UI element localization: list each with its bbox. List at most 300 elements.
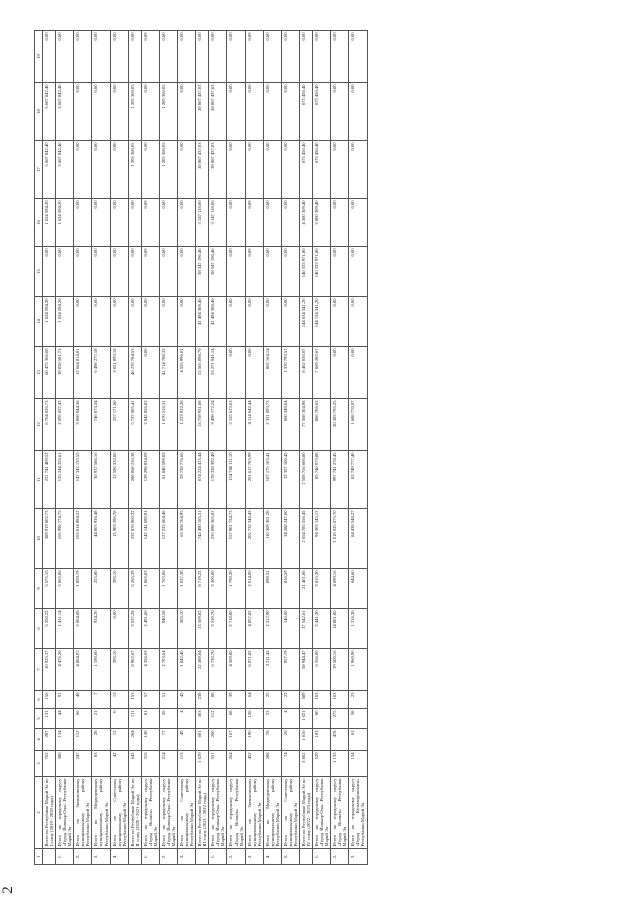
row-name: Итого по Звениговскому муниципальному району Республики Марий Эл <box>75 778 91 847</box>
row-value: 49 <box>178 729 196 751</box>
row-index <box>196 849 209 865</box>
row-index: 3. <box>178 849 196 865</box>
column-header: 15 <box>35 247 43 297</box>
row-value: 32 357 100,45 <box>281 451 299 509</box>
row-value: 1 316,30 <box>349 609 367 649</box>
row-value: 0,00 <box>56 247 74 297</box>
row-value: 63 508 704,95 <box>178 509 196 569</box>
row-value: 94 303 145,17 <box>313 509 331 569</box>
row-value: 0,00 <box>74 199 92 247</box>
row-value: 363 <box>196 709 209 729</box>
row-value: 0,00 <box>43 247 56 297</box>
table-row <box>349 31 367 865</box>
row-value: 183 <box>313 729 331 751</box>
row-value: 1 610 <box>300 729 313 751</box>
row-value: 4 509,00 <box>227 649 245 691</box>
row-value: 39 <box>227 691 245 709</box>
row-value: 0,00 <box>178 297 196 347</box>
row-name: Итого по Советскому муниципальному району Республики Марий Эл <box>111 778 127 847</box>
row-value: 12 664 814,61 <box>74 347 92 399</box>
row-name: Итого по городскому округу «Город Йошкар-Ола» Республики Марий Эл <box>160 778 177 847</box>
row-value: 0,00 <box>263 247 281 297</box>
row-value: 1 670 216,31 <box>159 399 177 451</box>
row-value: 205 732 346,43 <box>245 509 263 569</box>
row-value: 19 500,16 <box>331 649 349 691</box>
row-value: 74 <box>281 751 299 777</box>
row-value: 41 714 788,32 <box>159 347 177 399</box>
row-name: Итого по городскому округу «Город Йошкар-Ола» Республики Марий Эл <box>314 778 330 847</box>
row-name: Итого по Советскому муниципальному району Республики Марий Эл <box>179 778 195 847</box>
row-value: 674 224 415,44 <box>196 451 209 509</box>
row-value: 126 <box>245 709 263 729</box>
row-value: 214 <box>159 751 177 777</box>
row-value: 4 300 369,40 <box>300 199 313 247</box>
row-value: 2 508 756 600,80 <box>300 451 313 509</box>
table-row <box>227 31 245 865</box>
row-value: 886 786,62 <box>313 399 331 451</box>
row-value: 0,00 <box>349 247 367 297</box>
row-value: 112 <box>74 729 92 751</box>
row-value: 0 <box>110 709 128 729</box>
row-value: 142 141 690,91 <box>141 509 159 569</box>
row-value: 0,00 <box>159 297 177 347</box>
row-value: 551 <box>209 751 227 777</box>
page-number: 2 <box>0 886 16 894</box>
row-value: 0,00 <box>245 83 263 141</box>
table-row <box>331 31 349 865</box>
row-value: 8 462 050,67 <box>300 347 313 399</box>
row-index: 2. <box>74 849 92 865</box>
row-value: 8 719,22 <box>196 569 209 609</box>
row-value: 103 <box>331 691 349 709</box>
row-name: Всего по Республике Марий Эл по I этапу (2019 - 2020 годы) <box>44 778 55 847</box>
row-value: 3 147 118,00 <box>196 199 209 247</box>
row-value: 762 <box>43 751 56 777</box>
row-value: 0,00 <box>281 247 299 297</box>
row-value: 0,00 <box>178 141 196 199</box>
row-value: 38 347 190,46 <box>209 247 227 297</box>
row-value: 4 114 642,44 <box>245 399 263 451</box>
row-value: 28 867 437,03 <box>196 141 209 199</box>
row-value: 64 <box>245 691 263 709</box>
column-header: 16 <box>35 199 43 247</box>
row-value: 38 <box>349 709 367 729</box>
row-value: 3 065,06 <box>56 569 74 609</box>
row-name: Итого по городскому округу «Город Козьмодемьянск» Республики Марий Эл <box>350 778 366 847</box>
row-value: 957,19 <box>281 649 299 691</box>
column-header: 6 <box>35 691 43 709</box>
row-value: 6 498 277,18 <box>92 347 110 399</box>
row-index: 5. <box>281 849 299 865</box>
row-value: 0,00 <box>74 83 92 141</box>
column-header: 3 <box>35 751 43 777</box>
row-value: 113 <box>178 751 196 777</box>
row-value: 1 205 360,05 <box>159 83 177 141</box>
row-value: 2 695 837,43 <box>56 399 74 451</box>
row-value: 1 763,06 <box>159 569 177 609</box>
row-value: 28 867 437,03 <box>196 83 209 141</box>
row-value: 0,00 <box>128 297 141 347</box>
row-value: 1 790,20 <box>227 569 245 609</box>
row-value: 0,00 <box>245 141 263 199</box>
row-value: 0,00 <box>245 347 263 399</box>
row-value: 0,00 <box>159 31 177 83</box>
row-value: 529 <box>313 751 331 777</box>
row-value: 85 746 075,88 <box>313 451 331 509</box>
row-value: 389 919 002,73 <box>43 509 56 569</box>
row-value: 12 596 332,00 <box>110 451 128 509</box>
table-total-row <box>43 31 56 865</box>
row-value: 36 937 586,16 <box>92 451 110 509</box>
row-value: 80 <box>313 709 331 729</box>
row-value: 2 491,60 <box>141 609 159 649</box>
row-value: 82 749 777,40 <box>349 451 367 509</box>
table-row <box>313 31 331 865</box>
row-value: 1 859,19 <box>74 569 92 609</box>
row-value: 44 <box>56 709 74 729</box>
row-value: 0,00 <box>281 83 299 141</box>
row-value: 2 842 856,82 <box>141 399 159 451</box>
column-header: 11 <box>35 451 43 509</box>
row-index: 1. <box>56 849 74 865</box>
row-value: 4 699,16 <box>331 569 349 609</box>
row-value: 3 200,00 <box>209 569 227 609</box>
row-value: 4 <box>178 709 196 729</box>
row-index: 4. <box>110 849 128 865</box>
row-value: 0,00 <box>92 83 110 141</box>
row-value: 0,00 <box>227 199 245 247</box>
row-value: 21 401,86 <box>300 569 313 609</box>
row-value: 61 <box>349 729 367 751</box>
row-value: 288 <box>263 751 281 777</box>
row-value: 22 289,04 <box>196 649 209 691</box>
row-value: 37 542,61 <box>300 609 313 649</box>
row-name: Всего по Республике Марий Эл по III этапу (2021 - 2022 годы) <box>197 778 208 847</box>
row-value: 0,00 <box>92 199 110 247</box>
column-header: 7 <box>35 649 43 691</box>
row-value: 4 356,63 <box>141 649 159 691</box>
row-value: 3 147 118,00 <box>209 199 227 247</box>
row-value: 673 450,40 <box>313 83 331 141</box>
row-value: 247 <box>74 751 92 777</box>
row-value: 78 <box>263 729 281 751</box>
row-value: 0,00 <box>178 83 196 141</box>
row-name: Итого по Советскому муниципальному району Республики Марий Эл <box>282 778 298 847</box>
row-value: 1 624 594,20 <box>43 199 56 247</box>
row-value: 0,00 <box>281 141 299 199</box>
row-value: 898,52 <box>263 569 281 609</box>
row-value: 1 865,03 <box>141 569 159 609</box>
row-value: 5 350,22 <box>43 609 56 649</box>
row-value: 0,00 <box>92 31 110 83</box>
row-value: 134 <box>349 751 367 777</box>
row-value: 287 <box>43 729 56 751</box>
table-row <box>141 31 159 865</box>
row-name: Итого по Медведевскому муниципальному району Республики Марий Эл <box>93 778 109 847</box>
row-value: 13 759 931,08 <box>196 399 209 451</box>
row-index <box>43 849 56 865</box>
row-value: 644,60 <box>349 569 367 609</box>
table-row <box>56 31 74 865</box>
row-value: 3 498 172,24 <box>209 399 227 451</box>
row-value: 4 555 996,01 <box>178 347 196 399</box>
row-value: 190 <box>245 729 263 751</box>
row-value: 0,00 <box>349 83 367 141</box>
table-total-row <box>128 31 141 865</box>
row-value: 0,00 <box>159 199 177 247</box>
row-value: 0,00 <box>110 297 128 347</box>
row-value: 5 265,39 <box>128 569 141 609</box>
row-value: 3 530,70 <box>209 609 227 649</box>
row-value: 1 205 360,05 <box>128 83 141 141</box>
row-value: 1 205 360,05 <box>159 141 177 199</box>
row-value: 3 211,42 <box>263 649 281 691</box>
row-value: 139 298 834,09 <box>141 451 159 509</box>
row-value: 816,59 <box>281 569 299 609</box>
column-header: 14 <box>35 297 43 347</box>
row-name: Всего по Республике Марий Эл по II этапу (2020 - 2021 годы) <box>129 778 140 847</box>
row-value: 53 <box>263 709 281 729</box>
row-value: 5 667 842,40 <box>56 141 74 199</box>
row-value: 589 <box>300 691 313 709</box>
row-value: 643 <box>128 751 141 777</box>
row-value: 0,00 <box>128 199 141 247</box>
row-value: 0,00 <box>227 247 245 297</box>
row-value: 4 864,07 <box>74 649 92 691</box>
row-value: 6 730,70 <box>209 649 227 691</box>
row-value: 0,00 <box>56 31 74 83</box>
row-value: 7 669 282,67 <box>313 347 331 399</box>
row-value: 51 <box>159 691 177 709</box>
row-name: Итого по Звениговскому муниципальному району Республики Марий Эл <box>246 778 262 847</box>
row-name: Итого по городскому округу «Город Йошкар-Ола» Республики Марий Эл <box>210 778 226 847</box>
row-value: 0,00 <box>159 247 177 297</box>
row-value: 264 <box>128 729 141 751</box>
row-value: 255,80 <box>92 569 110 609</box>
row-value: 0,00 <box>74 297 92 347</box>
row-value: 154 746 111,10 <box>227 451 245 509</box>
row-value: 0,00 <box>300 31 313 83</box>
column-header: 4 <box>35 729 43 751</box>
row-value: 934,20 <box>92 609 110 649</box>
row-value: 275 <box>331 709 349 729</box>
column-header: 9 <box>35 569 43 609</box>
row-index: 3. <box>245 849 263 865</box>
row-value: 112 <box>209 709 227 729</box>
row-value: 3 815,30 <box>313 569 331 609</box>
row-value: 746 073,34 <box>92 399 110 451</box>
column-header: 5 <box>35 709 43 729</box>
row-value: 673 450,40 <box>300 83 313 141</box>
row-value: 1 842,40 <box>178 649 196 691</box>
row-value: 131 <box>43 709 56 729</box>
row-value: 0,00 <box>313 31 331 83</box>
row-value: 0,00 <box>263 199 281 247</box>
row-value: 25 <box>263 691 281 709</box>
row-value: 20 283 795,25 <box>331 399 349 451</box>
row-value: 0,00 <box>141 347 159 399</box>
row-value: 0,00 <box>141 31 159 83</box>
row-value: 0,00 <box>349 297 367 347</box>
row-value: 41 494 308,46 <box>209 297 227 347</box>
row-value: 127 225 604,46 <box>159 509 177 569</box>
row-value: 22 <box>281 691 299 709</box>
row-value: 44 003 936,48 <box>92 509 110 569</box>
row-value: 601 <box>196 729 209 751</box>
row-value: 0,00 <box>349 31 367 83</box>
row-value: 0,00 <box>141 247 159 297</box>
row-value: 0,00 <box>245 247 263 297</box>
table-row <box>245 31 263 865</box>
table-row <box>263 31 281 865</box>
column-header: 18 <box>35 83 43 141</box>
row-value: 0,00 <box>92 297 110 347</box>
row-value: 0,00 <box>331 347 349 399</box>
row-value: 2 654 785 556,45 <box>300 509 313 569</box>
row-value: 1 370 793,51 <box>281 347 299 399</box>
row-value: 395,10 <box>110 649 128 691</box>
row-value: 34 288 247,00 <box>281 509 299 569</box>
row-value: 26 <box>159 709 177 729</box>
row-value: 1 637,30 <box>178 569 196 609</box>
row-value: 0,00 <box>110 141 128 199</box>
table-row <box>209 31 227 865</box>
row-value: 1 624 594,20 <box>56 199 74 247</box>
row-value: 110 369 361,28 <box>263 509 281 569</box>
row-name: Всего по Республике Марий Эл по IV этапу (2022 - 2023 годы) <box>301 778 312 847</box>
row-value: 134 <box>56 729 74 751</box>
table-total-row <box>300 31 313 865</box>
row-value: 0,00 <box>178 199 196 247</box>
row-value: 6 871,82 <box>245 649 263 691</box>
row-value: 0,00 <box>281 297 299 347</box>
row-value: 91 <box>56 691 74 709</box>
row-value: 452 <box>245 751 263 777</box>
row-value: 38 347 190,46 <box>196 247 209 297</box>
row-index: 1. <box>209 849 227 865</box>
row-value: 88 <box>209 691 227 709</box>
row-value: 125 244 355,61 <box>56 451 74 509</box>
row-value: 107 175 103,41 <box>263 451 281 509</box>
row-value: 41 494 308,46 <box>196 297 209 347</box>
row-name: Итого по Медведевскому муниципальному району Республики Марий Эл <box>264 778 280 847</box>
row-value: 3 862 <box>300 751 313 777</box>
row-value: 140 333 971,80 <box>300 247 313 297</box>
row-value: 0,00 <box>263 83 281 141</box>
row-value: 0,00 <box>331 199 349 247</box>
row-value: 3 637,28 <box>128 609 141 649</box>
row-value: 1 624 594,20 <box>56 297 74 347</box>
row-name: Итого по городскому округу «Город Волжск» Республики Марий Эл <box>142 778 158 847</box>
table-row <box>178 31 196 865</box>
row-index <box>128 849 141 865</box>
row-value: 2 014,00 <box>245 569 263 609</box>
row-value: 3 155 613,63 <box>227 399 245 451</box>
table-total-row <box>196 31 209 865</box>
row-value: 84 438 548,27 <box>349 509 367 569</box>
row-value: 0,00 <box>141 297 159 347</box>
row-name: Итого по городскому округу «Город Йошкар-Ола» Республики Марий Эл <box>57 778 73 847</box>
row-value: 28 867 437,03 <box>209 83 227 141</box>
row-value: 2 312,90 <box>263 609 281 649</box>
row-value: 178 328 392,49 <box>209 451 227 509</box>
table-row <box>159 31 177 865</box>
row-value: 53 271 941,14 <box>209 347 227 399</box>
row-value: 28 867 437,03 <box>209 141 227 199</box>
row-value: 81 840 599,83 <box>159 451 177 509</box>
row-value: 140 333 971,80 <box>313 247 331 297</box>
row-value: 316 <box>141 751 159 777</box>
row-value: 68 <box>227 709 245 729</box>
row-value: 280 868 210,38 <box>128 451 141 509</box>
row-value: 77 <box>159 729 177 751</box>
table-body <box>43 31 367 865</box>
row-value: 8 902,67 <box>128 649 141 691</box>
row-index: 2. <box>159 849 177 865</box>
row-value: 1 688 770,97 <box>349 399 367 451</box>
row-value: 0,00 <box>209 31 227 83</box>
row-value: 0,00 <box>178 31 196 83</box>
row-value: 66 <box>74 709 92 729</box>
table-row <box>74 31 92 865</box>
row-value: 0,00 <box>128 247 141 297</box>
column-header: 17 <box>35 141 43 199</box>
row-value: 60 475 366,08 <box>43 347 56 399</box>
row-value: 107 <box>227 729 245 751</box>
row-value: 138 <box>141 729 159 751</box>
row-index: 1. <box>141 849 159 865</box>
row-name: Итого по городскому округу «Город Волжск» Республики Марий Эл <box>332 778 348 847</box>
row-value: 163 014 894,52 <box>74 509 92 569</box>
row-value: 0,00 <box>110 247 128 297</box>
row-value: 14 801,00 <box>331 609 349 649</box>
row-value: 478 <box>331 729 349 751</box>
row-value: 144 134 341,20 <box>313 297 331 347</box>
row-value: 0,00 <box>331 31 349 83</box>
row-value: 0,00 <box>227 31 245 83</box>
row-value: 0,00 <box>110 609 128 649</box>
row-value: 2 441,30 <box>313 609 331 649</box>
row-value: 940,58 <box>159 609 177 649</box>
row-value: 380 <box>56 751 74 777</box>
row-value: 3 051 893,18 <box>110 347 128 399</box>
row-value: 0,00 <box>227 83 245 141</box>
row-value: 10 925,37 <box>43 649 56 691</box>
column-header: 19 <box>35 31 43 83</box>
row-value: 0,00 <box>227 141 245 199</box>
row-value: 0,00 <box>245 31 263 83</box>
row-value: 5 737 005,41 <box>128 399 141 451</box>
row-value: 221 741 409,52 <box>43 451 56 509</box>
row-value: 58 944,47 <box>300 649 313 691</box>
row-value: 0,00 <box>349 141 367 199</box>
row-value: 0,00 <box>227 297 245 347</box>
row-value: 0,00 <box>245 297 263 347</box>
row-value: 0,00 <box>178 247 196 297</box>
row-value: 46 <box>74 691 92 709</box>
row-value: 45 <box>178 691 196 709</box>
row-value: 200 <box>209 729 227 751</box>
row-value: 38 058 581,71 <box>56 347 74 399</box>
row-value: 111 <box>128 709 141 729</box>
row-value: 21 <box>92 709 110 729</box>
row-value: 0,00 <box>141 83 159 141</box>
row-value: 0,00 <box>141 199 159 247</box>
row-value: 140,60 <box>281 609 299 649</box>
row-value: 0,00 <box>74 141 92 199</box>
table-row <box>110 31 128 865</box>
row-value: 26 <box>281 729 299 751</box>
